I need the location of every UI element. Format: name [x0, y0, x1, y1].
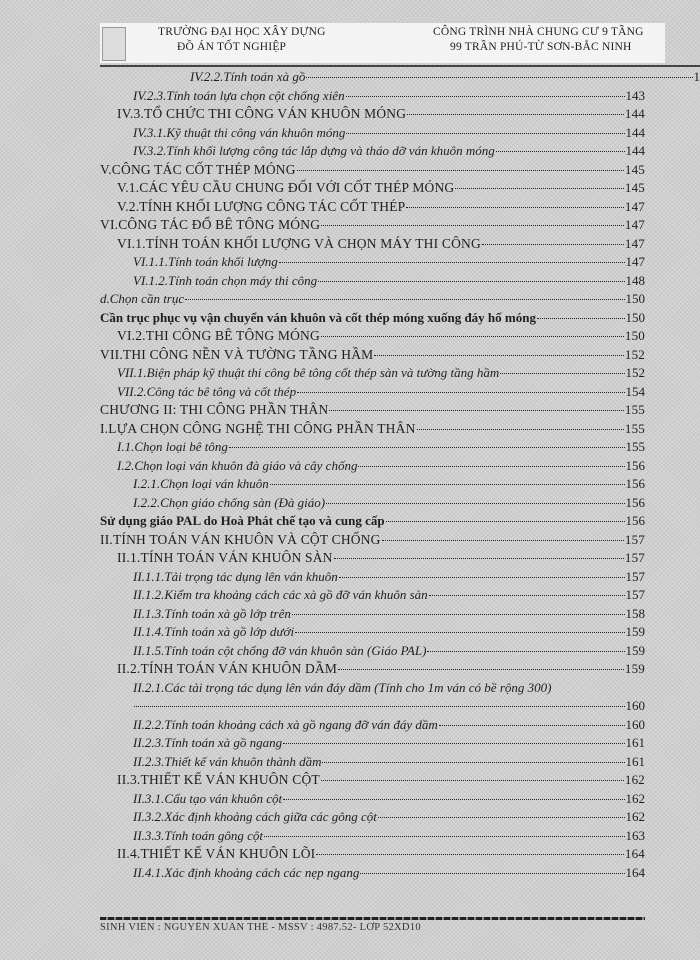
toc-leader-dots [346, 96, 625, 97]
toc-entry-title: Cần trục phục vụ vận chuyển ván khuôn và cốt thép móng xuống đáy hố móng [100, 309, 536, 325]
toc-page-number: 148 [625, 272, 645, 288]
toc-entry[interactable] [100, 216, 645, 234]
toc-leader-dots [339, 577, 625, 578]
toc-entry[interactable] [117, 235, 645, 253]
toc-page-number: 159 [624, 661, 645, 676]
toc-entry-title: VII.2.Công tác bê tông và cốt thép [117, 383, 297, 399]
toc-entry-title: II.3.1.Cấu tạo ván khuôn cột [133, 790, 283, 806]
toc-page-number: 161 [625, 735, 645, 750]
toc-leader-dots [270, 484, 625, 485]
toc-entry-title: II.3.3.Tính toán gông cột [133, 827, 263, 843]
toc-entry-title: Sử dụng giáo PAL do Hoà Phát chế tạo và cung cấp [100, 513, 385, 528]
toc-page-number: 144 [624, 106, 645, 121]
header-building: CÔNG TRÌNH NHÀ CHUNG CƯ 9 TẦNG [433, 26, 644, 38]
toc-page-number: 152 [624, 346, 645, 362]
toc-page-number: 145 [624, 180, 645, 195]
toc-entry-title: II.1.2.Kiểm tra khoảng cách các xà gồ đỡ ván khuôn sàn [133, 587, 428, 602]
toc-page-number: 157 [625, 587, 645, 602]
toc-page-number: 147 [624, 235, 645, 251]
toc-entry[interactable] [117, 198, 645, 216]
toc-entry-title: I.2.Chọn loại ván khuôn đà giáo và cây chống [117, 457, 358, 473]
toc-entry[interactable] [133, 864, 645, 882]
toc-leader-dots [264, 836, 625, 837]
toc-entry[interactable] [133, 827, 645, 845]
toc-entry-title: II.2.3.Tính toán xà gồ ngang [133, 735, 283, 750]
toc-entry[interactable] [190, 68, 700, 86]
toc-entry-title: IV.2.2.Tính toán xà gồ [190, 69, 306, 84]
toc-page-number: 163 [625, 827, 645, 843]
toc-leader-dots [455, 188, 624, 189]
toc-leader-dots [322, 762, 624, 763]
toc-entry[interactable] [133, 142, 645, 160]
toc-entry-title: I.2.1.Chọn loại ván khuôn [133, 476, 269, 491]
toc-entry[interactable] [100, 309, 645, 327]
table-of-contents [0, 68, 700, 890]
toc-entry[interactable] [117, 771, 645, 789]
toc-leader-dots [338, 669, 624, 670]
toc-leader-dots [321, 225, 624, 226]
toc-entry[interactable] [117, 383, 645, 401]
toc-entry[interactable] [133, 272, 645, 290]
toc-entry[interactable] [100, 401, 645, 419]
toc-entry-title: I.1.Chọn loại bê tông [117, 439, 228, 454]
toc-entry[interactable] [117, 660, 645, 678]
header-divider [100, 65, 700, 67]
toc-leader-dots [500, 373, 624, 374]
toc-leader-dots [334, 558, 624, 559]
toc-page-number: 161 [625, 753, 645, 769]
toc-entry[interactable] [133, 253, 645, 271]
toc-entry-title: II.2.TÍNH TOÁN VÁN KHUÔN DẦM [117, 661, 338, 676]
toc-leader-dots [229, 447, 625, 448]
toc-page-number: 159 [625, 624, 645, 639]
toc-entry-title: II.3.THIẾT KẾ VÁN KHUÔN CỘT [117, 772, 320, 787]
toc-entry-title: II.1.4.Tính toán xà gồ lớp dưới [133, 624, 295, 639]
toc-page-number: 155 [625, 439, 645, 454]
toc-entry[interactable] [133, 623, 645, 641]
toc-entry[interactable] [133, 586, 645, 604]
toc-leader-dots [318, 281, 624, 282]
toc-leader-dots [537, 318, 625, 319]
toc-page-number: 159 [625, 642, 645, 658]
toc-entry-title: II.3.2.Xác định khoảng cách giữa các gông cột [133, 809, 377, 824]
toc-page-number: 145 [624, 161, 645, 177]
toc-entry[interactable] [133, 605, 645, 623]
toc-entry[interactable] [117, 457, 645, 475]
toc-entry-title: IV.3.TỔ CHỨC THI CÔNG VÁN KHUÔN MÓNG [117, 106, 407, 121]
toc-leader-dots [292, 614, 625, 615]
toc-leader-dots [283, 799, 624, 800]
toc-entry-title: VI.1.TÍNH TOÁN KHỐI LƯỢNG VÀ CHỌN MÁY THI CÔNG [117, 235, 481, 251]
toc-entry-title: VII.THI CÔNG NỀN VÀ TƯỜNG TẦNG HẦM [100, 346, 374, 362]
toc-entry[interactable] [100, 161, 645, 179]
toc-entry-title: V.1.CÁC YÊU CẦU CHUNG ĐỐI VỚI CỐT THÉP MÓNG [117, 180, 455, 195]
toc-leader-dots [358, 466, 624, 467]
toc-entry-title: II.1.3.Tính toán xà gồ lớp trên [133, 605, 291, 621]
toc-entry[interactable] [133, 734, 645, 752]
toc-leader-dots [417, 429, 624, 430]
toc-entry[interactable] [133, 475, 645, 493]
toc-leader-dots [306, 77, 692, 78]
toc-page-number: 164 [625, 864, 645, 880]
toc-page-number: 157 [624, 550, 645, 565]
toc-leader-dots [321, 780, 624, 781]
toc-page-number: 162 [625, 809, 645, 824]
toc-page-number: 160 [625, 698, 645, 713]
toc-leader-dots [316, 854, 624, 855]
toc-entry[interactable] [117, 179, 645, 197]
toc-page-number: 156 [625, 476, 645, 491]
toc-entry-title: VI.CÔNG TÁC ĐỔ BÊ TÔNG MÓNG [100, 217, 321, 232]
toc-leader-dots [321, 336, 624, 337]
toc-page-number: 156 [625, 513, 645, 528]
toc-entry-title: I.LỰA CHỌN CÔNG NGHỆ THI CÔNG PHẦN THÂN [100, 420, 416, 436]
toc-entry-title: VI.1.2.Tính toán chọn máy thi công [133, 272, 318, 288]
toc-page-number: 147 [625, 254, 645, 269]
toc-entry-title: V.2.TÍNH KHỐI LƯỢNG CÔNG TÁC CỐT THÉP [117, 198, 406, 214]
toc-page-number: 150 [625, 291, 645, 306]
toc-entry[interactable] [133, 642, 645, 660]
toc-entry-title: II.2.1.Các tải trọng tác dụng lên ván đáy dầm (Tính cho 1m ván có bề rộng 300) [133, 679, 552, 695]
toc-page-number: 1 [693, 69, 700, 84]
toc-leader-dots [326, 503, 624, 504]
toc-leader-dots [346, 133, 624, 134]
toc-entry[interactable] [100, 346, 645, 364]
toc-entry-title: V.CÔNG TÁC CỐT THÉP MÓNG [100, 161, 296, 177]
toc-entry-title: IV.2.3.Tính toán lựa chọn cột chống xiên [133, 87, 345, 103]
toc-leader-dots [482, 244, 624, 245]
toc-page-number: 156 [625, 457, 645, 473]
toc-entry[interactable] [117, 845, 645, 863]
toc-entry-title: II.4.THIẾT KẾ VÁN KHUÔN LÕI [117, 846, 316, 861]
toc-entry[interactable] [133, 494, 645, 512]
toc-leader-dots [297, 392, 624, 393]
toc-page-number: 147 [624, 217, 645, 232]
toc-leader-dots [386, 521, 625, 522]
toc-entry-title: I.2.2.Chọn giáo chống sàn (Đà giáo) [133, 494, 326, 510]
toc-leader-dots [185, 299, 624, 300]
toc-entry[interactable] [100, 512, 645, 530]
toc-entry[interactable] [133, 716, 645, 734]
toc-leader-dots [279, 262, 625, 263]
toc-entry[interactable] [133, 808, 645, 826]
toc-leader-dots [407, 114, 624, 115]
toc-leader-dots [439, 725, 625, 726]
toc-page-number: 150 [624, 328, 645, 343]
toc-page-number: 152 [625, 365, 645, 380]
toc-entry[interactable] [117, 364, 645, 382]
toc-entry[interactable] [133, 790, 645, 808]
toc-leader-dots [374, 355, 624, 356]
toc-entry[interactable] [133, 124, 645, 142]
toc-entry-title: II.2.3.Thiết kế ván khuôn thành dầm [133, 753, 322, 769]
toc-entry-title: II.4.1.Xác định khoảng cách các nẹp ngang [133, 864, 360, 880]
toc-page-number: 144 [625, 143, 645, 158]
toc-page-number: 157 [625, 568, 645, 584]
toc-entry[interactable] [117, 327, 645, 345]
toc-entry[interactable] [133, 679, 645, 697]
toc-page-number: 147 [624, 198, 645, 214]
toc-entry[interactable] [100, 290, 645, 308]
toc-entry-title: II.TÍNH TOÁN VÁN KHUÔN VÀ CỘT CHỐNG [100, 531, 381, 547]
footer-divider [100, 917, 645, 920]
toc-page-number: 157 [624, 531, 645, 547]
toc-entry[interactable] [117, 438, 645, 456]
toc-page-number: 144 [625, 124, 645, 140]
toc-entry-title: VI.2.THI CÔNG BÊ TÔNG MÓNG [117, 328, 320, 343]
toc-leader-dots [283, 743, 624, 744]
toc-entry[interactable] [117, 105, 645, 123]
toc-page-number: 158 [625, 605, 645, 621]
toc-page-number: 164 [624, 846, 645, 861]
toc-entry[interactable] [133, 568, 645, 586]
toc-leader-dots [134, 706, 625, 707]
toc-page-number: 154 [625, 383, 645, 399]
toc-leader-dots [329, 410, 623, 411]
toc-page-number: 150 [625, 309, 645, 325]
toc-entry[interactable] [133, 753, 645, 771]
university-logo [102, 27, 126, 61]
toc-entry-title: VI.1.1.Tính toán khối lượng [133, 254, 278, 269]
toc-entry-title: d.Chọn cần trục [100, 291, 185, 306]
toc-leader-dots [295, 632, 624, 633]
toc-page-number: 162 [625, 790, 645, 806]
toc-leader-dots [297, 170, 624, 171]
toc-page-number: 160 [625, 716, 645, 732]
toc-entry-title: CHƯƠNG II: THI CÔNG PHẦN THÂN [100, 402, 329, 417]
toc-leader-dots [429, 595, 625, 596]
header-university: TRƯỜNG ĐẠI HỌC XÂY DỰNG [158, 26, 326, 38]
page-footer: SINH VIÊN : NGUYỄN XUÂN THẾ - MSSV : 4987.52- LỚP 52XD10 [100, 922, 421, 933]
toc-entry-title: II.1.1.Tải trọng tác dụng lên ván khuôn [133, 568, 338, 584]
toc-entry[interactable] [133, 697, 645, 715]
toc-page-number: 155 [624, 402, 645, 417]
toc-entry[interactable] [133, 87, 645, 105]
toc-entry-title: IV.3.2.Tính khối lượng công tác lắp dựng và tháo dỡ ván khuôn móng [133, 143, 495, 158]
header-address: 99 TRẦN PHÚ-TỪ SƠN-BẮC NINH [450, 41, 632, 53]
toc-entry[interactable] [100, 420, 645, 438]
toc-page-number: 156 [625, 494, 645, 510]
toc-page-number: 155 [624, 420, 645, 436]
toc-entry-title: II.1.5.Tính toán cột chống đỡ ván khuôn sàn (Giáo PAL) [133, 642, 427, 658]
toc-leader-dots [360, 873, 624, 874]
toc-leader-dots [427, 651, 624, 652]
header-project-type: ĐỒ ÁN TỐT NGHIỆP [177, 41, 287, 53]
toc-page-number: 162 [624, 772, 645, 787]
toc-leader-dots [382, 540, 624, 541]
toc-entry-title: II.2.2.Tính toán khoảng cách xà gồ ngang đỡ ván đáy dầm [133, 716, 438, 732]
toc-entry[interactable] [100, 531, 645, 549]
toc-entry-title: II.1.TÍNH TOÁN VÁN KHUÔN SÀN [117, 550, 333, 565]
toc-leader-dots [496, 151, 625, 152]
toc-entry-title: VII.1.Biện pháp kỹ thuật thi công bê tông cốt thép sàn và tường tầng hầm [117, 365, 500, 380]
toc-entry-title: IV.3.1.Kỹ thuật thi công ván khuôn móng [133, 124, 346, 140]
toc-leader-dots [406, 207, 624, 208]
toc-page-number: 143 [625, 87, 645, 103]
toc-leader-dots [378, 817, 625, 818]
page-header [100, 23, 665, 63]
toc-entry[interactable] [117, 549, 645, 567]
